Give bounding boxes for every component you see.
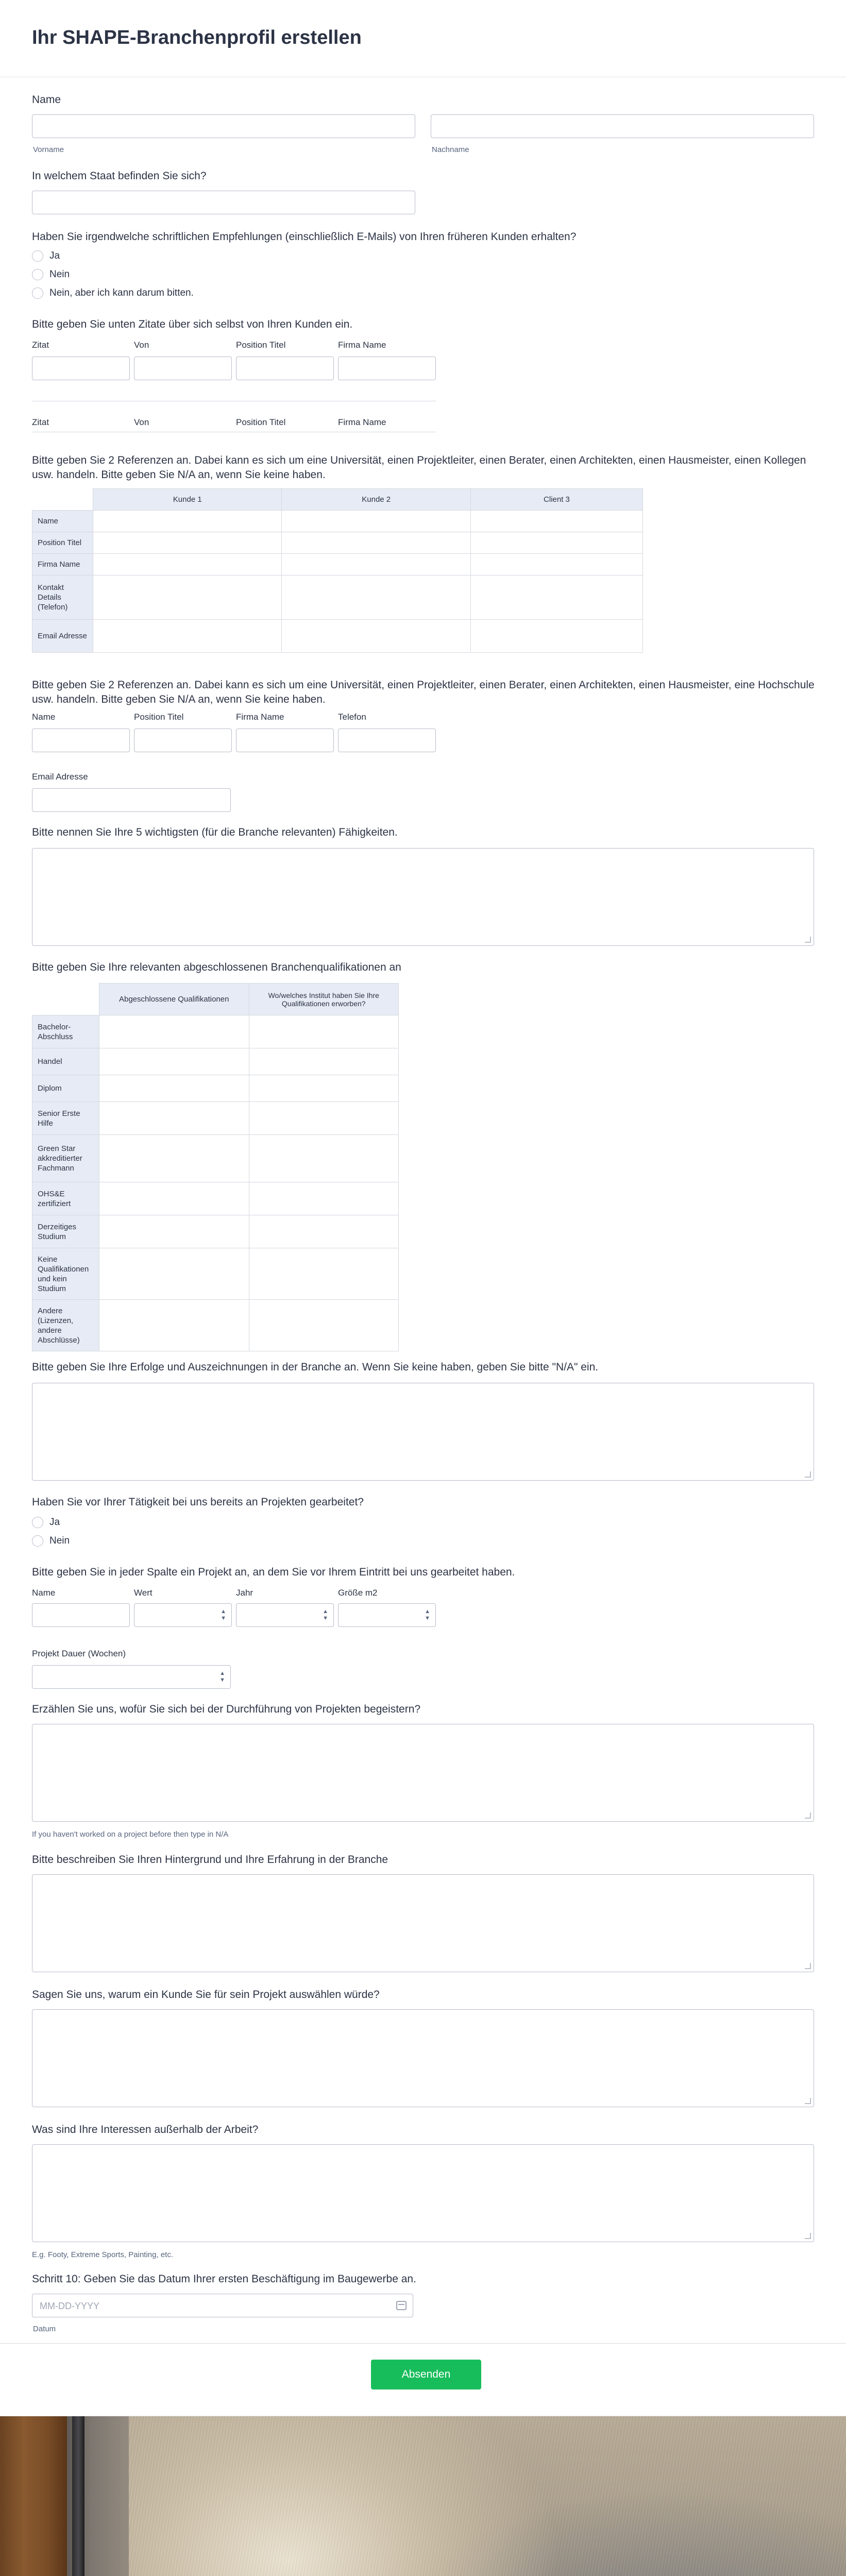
state-input[interactable]: [32, 191, 415, 214]
interests-label: Was sind Ihre Interessen außerhalb der Arbeit?: [32, 2124, 259, 2136]
radio-label: Nein: [49, 1535, 70, 1546]
grid-row-header: Position Titel: [32, 532, 93, 554]
grid-col-header: Kunde 1: [93, 489, 282, 511]
grid-row-header: Green Star akkreditierter Fachmann: [32, 1135, 99, 1182]
grid-cell[interactable]: [282, 554, 470, 575]
grid-cell[interactable]: [99, 1182, 249, 1215]
qualifications-grid: [32, 983, 399, 1351]
spinner-arrows-icon[interactable]: ▲ ▼: [221, 1608, 226, 1621]
ref-phone-input[interactable]: [338, 728, 436, 752]
grid-cell[interactable]: [282, 511, 470, 532]
from-col-label: Von: [134, 340, 149, 350]
project-value-spinner[interactable]: [134, 1603, 232, 1627]
submit-button[interactable]: Absenden: [371, 2360, 481, 2389]
radio-label: Nein, aber ich kann darum bitten.: [49, 287, 194, 298]
grid-row-header: Diplom: [32, 1075, 99, 1102]
last-name-sublabel: Nachname: [432, 145, 469, 154]
project-duration-spinner[interactable]: [32, 1665, 231, 1689]
grid-row-header: Firma Name: [32, 554, 93, 575]
ref-company-label: Firma Name: [236, 712, 284, 722]
grid-cell[interactable]: [99, 1075, 249, 1102]
grid-cell[interactable]: [93, 554, 282, 575]
grid-cell[interactable]: [249, 1248, 399, 1300]
grid-row-header: Derzeitiges Studium: [32, 1215, 99, 1248]
grid-cell[interactable]: [99, 1102, 249, 1135]
spinner-arrows-icon[interactable]: ▲ ▼: [219, 1670, 225, 1683]
ref-position-input[interactable]: [134, 728, 232, 752]
radio-label: Nein: [49, 269, 70, 280]
interests-hint: E.g. Footy, Extreme Sports, Painting, etc.: [32, 2250, 174, 2259]
company-col-label: Firma Name: [338, 340, 386, 350]
wood-panel: [0, 2416, 67, 2576]
first-name-input[interactable]: [32, 114, 415, 138]
from-input-1[interactable]: [134, 357, 232, 380]
name-label: Name: [32, 94, 61, 106]
quote-col-label-2: Zitat: [32, 417, 49, 427]
grid-cell[interactable]: [249, 1015, 399, 1048]
grid-cell[interactable]: [249, 1048, 399, 1075]
grid-col-header: Kunde 2: [282, 489, 470, 511]
background-photo: [0, 2416, 846, 2576]
radio-label: Ja: [49, 1517, 60, 1528]
grid-row-header: Kontakt Details (Telefon): [32, 575, 93, 620]
grid-cell[interactable]: [249, 1075, 399, 1102]
excites-hint: If you haven't worked on a project before then type in N/A: [32, 1830, 229, 1839]
radio-option-nein[interactable]: [32, 269, 70, 280]
references1-grid: [32, 488, 643, 653]
spinner-arrows-icon[interactable]: ▲ ▼: [323, 1608, 328, 1621]
grid-cell[interactable]: [249, 1102, 399, 1135]
grid-cell[interactable]: [249, 1135, 399, 1182]
grid-corner: [32, 984, 99, 1015]
calendar-icon[interactable]: [396, 2301, 407, 2310]
grid-row-header: Handel: [32, 1048, 99, 1075]
project-size-spinner[interactable]: [338, 1603, 436, 1627]
recommendations-label: Haben Sie irgendwelche schriftlichen Empfehlungen (einschließlich E-Mails) von Ihren früheren Kunden erhalten?: [32, 231, 577, 243]
grid-row-header: Senior Erste Hilfe: [32, 1102, 99, 1135]
first-name-sublabel: Vorname: [33, 145, 64, 154]
background-label: Bitte beschreiben Sie Ihren Hintergrund und Ihre Erfahrung in der Branche: [32, 1854, 388, 1866]
grid-cell[interactable]: [470, 532, 642, 554]
grid-cell[interactable]: [99, 1248, 249, 1300]
project-name-label: Name: [32, 1588, 56, 1598]
start-date-label: Schritt 10: Geben Sie das Datum Ihrer ersten Beschäftigung im Baugewerbe an.: [32, 2273, 416, 2285]
skills-label: Bitte nennen Sie Ihre 5 wichtigsten (für die Branche relevanten) Fähigkeiten.: [32, 826, 398, 838]
ref-phone-label: Telefon: [338, 712, 366, 722]
grid-cell[interactable]: [282, 575, 470, 620]
project-label: Bitte geben Sie in jeder Spalte ein Projekt an, an dem Sie vor Ihrem Eintritt bei uns gearbeitet haben.: [32, 1566, 515, 1578]
worked-before-label: Haben Sie vor Ihrer Tätigkeit bei uns bereits an Projekten gearbeitet?: [32, 1496, 364, 1508]
grid-cell[interactable]: [99, 1135, 249, 1182]
grid-cell[interactable]: [93, 511, 282, 532]
grid-cell[interactable]: [282, 620, 470, 653]
grid-row-header: Keine Qualifikationen und kein Studium: [32, 1248, 99, 1300]
grid-cell[interactable]: [93, 575, 282, 620]
last-name-input[interactable]: [431, 114, 814, 138]
grid-row-header: Name: [32, 511, 93, 532]
grid-cell[interactable]: [99, 1048, 249, 1075]
project-duration-label: Projekt Dauer (Wochen): [32, 1649, 126, 1658]
grid-cell[interactable]: [93, 532, 282, 554]
grid-cell[interactable]: [470, 511, 642, 532]
achievements-label: Bitte geben Sie Ihre Erfolge und Auszeichnungen in der Branche an. Wenn Sie keine haben, geben Sie bitte "N/A" ein.: [32, 1361, 599, 1373]
project-value-label: Wert: [134, 1588, 153, 1598]
quote-col-label: Zitat: [32, 340, 49, 350]
grid-corner: [32, 489, 93, 511]
references2-label: Bitte geben Sie 2 Referenzen an. Dabei kann es sich um eine Universität, einen Projektleiter, einen Berater, einen Architekten, einen Hausmeister, eine Hochschule usw. handeln. Bitte geben Sie N/A an, wenn Sie keine haben.: [32, 679, 815, 705]
grid-col-header: Abgeschlossene Qualifikationen: [99, 984, 249, 1015]
radio-option-ja-2[interactable]: [32, 1517, 60, 1528]
grid-cell[interactable]: [249, 1182, 399, 1215]
ref-position-label: Position Titel: [134, 712, 184, 722]
grid-cell[interactable]: [99, 1215, 249, 1248]
radio-option-ja[interactable]: [32, 250, 60, 262]
position-col-label: Position Titel: [236, 340, 286, 350]
background-textarea[interactable]: [32, 1874, 814, 1972]
start-date-input[interactable]: [32, 2294, 413, 2317]
ref-company-input[interactable]: [236, 728, 334, 752]
grid-cell[interactable]: [249, 1300, 399, 1351]
start-date-sublabel: Datum: [33, 2325, 56, 2333]
grid-col-header: Wo/welches Institut haben Sie Ihre Qualifikationen erworben?: [249, 984, 399, 1015]
why-choose-label: Sagen Sie uns, warum ein Kunde Sie für sein Projekt auswählen würde?: [32, 1989, 380, 2001]
position-col-label-2: Position Titel: [236, 417, 286, 427]
metal-rail: [72, 2416, 84, 2576]
form-header: [0, 0, 846, 77]
ref-email-label: Email Adresse: [32, 772, 88, 782]
excites-textarea[interactable]: [32, 1724, 814, 1822]
grid-row-header: Andere (Lizenzen, andere Abschlüsse): [32, 1300, 99, 1351]
grid-cell[interactable]: [99, 1015, 249, 1048]
grid-cell[interactable]: [99, 1300, 249, 1351]
company-input-1[interactable]: [338, 357, 436, 380]
page-title: Ihr SHAPE-Branchenprofil erstellen: [32, 27, 362, 48]
grid-col-header: Client 3: [470, 489, 642, 511]
grid-row-header: Email Adresse: [32, 620, 93, 653]
floor-texture: [129, 2416, 846, 2576]
state-label: In welchem Staat befinden Sie sich?: [32, 170, 207, 182]
radio-circle[interactable]: [32, 1517, 43, 1528]
ref-name-label: Name: [32, 712, 56, 722]
ref-name-input[interactable]: [32, 728, 130, 752]
grid-cell[interactable]: [470, 620, 642, 653]
quote-input-1[interactable]: [32, 357, 130, 380]
radio-label: Ja: [49, 250, 60, 261]
grid-row-header: Bachelor-Abschluss: [32, 1015, 99, 1048]
date-placeholder: MM-DD-YYYY: [40, 2301, 99, 2311]
grid-cell[interactable]: [470, 554, 642, 575]
grid-row-header: OHS&E zertifiziert: [32, 1182, 99, 1215]
position-input-1[interactable]: [236, 357, 334, 380]
project-size-label: Größe m2: [338, 1588, 378, 1598]
excites-label: Erzählen Sie uns, wofür Sie sich bei der Durchführung von Projekten begeistern?: [32, 1703, 421, 1715]
grid-cell[interactable]: [470, 575, 642, 620]
grid-cell[interactable]: [282, 532, 470, 554]
qualifications-label: Bitte geben Sie Ihre relevanten abgeschlossenen Branchenqualifikationen an: [32, 961, 401, 973]
radio-circle[interactable]: [32, 269, 43, 280]
why-choose-textarea[interactable]: [32, 2009, 814, 2107]
radio-circle[interactable]: [32, 287, 43, 299]
interests-textarea[interactable]: [32, 2144, 814, 2242]
company-col-label-2: Firma Name: [338, 417, 386, 427]
grid-cell[interactable]: [249, 1215, 399, 1248]
grid-cell[interactable]: [93, 620, 282, 653]
radio-circle[interactable]: [32, 1535, 43, 1547]
project-year-label: Jahr: [236, 1588, 253, 1598]
radio-option-ask[interactable]: [32, 287, 194, 299]
achievements-textarea[interactable]: [32, 1383, 814, 1481]
radio-option-nein-2[interactable]: [32, 1535, 70, 1547]
spinner-arrows-icon[interactable]: ▲ ▼: [425, 1608, 430, 1621]
from-col-label-2: Von: [134, 417, 149, 427]
project-year-spinner[interactable]: [236, 1603, 334, 1627]
quotes-label: Bitte geben Sie unten Zitate über sich selbst von Ihren Kunden ein.: [32, 318, 353, 330]
ref-email-input[interactable]: [32, 788, 231, 812]
skills-textarea[interactable]: [32, 848, 814, 946]
project-name-input[interactable]: [32, 1603, 130, 1627]
references1-label: Bitte geben Sie 2 Referenzen an. Dabei kann es sich um eine Universität, einen Projektleiter, einen Berater, einen Architekten, einen Hausmeister, einen Kollegen usw. handeln. Bitte geben Sie N/A an, wenn Sie keine haben.: [32, 454, 806, 481]
radio-circle[interactable]: [32, 250, 43, 262]
footer-divider: [0, 2343, 846, 2344]
